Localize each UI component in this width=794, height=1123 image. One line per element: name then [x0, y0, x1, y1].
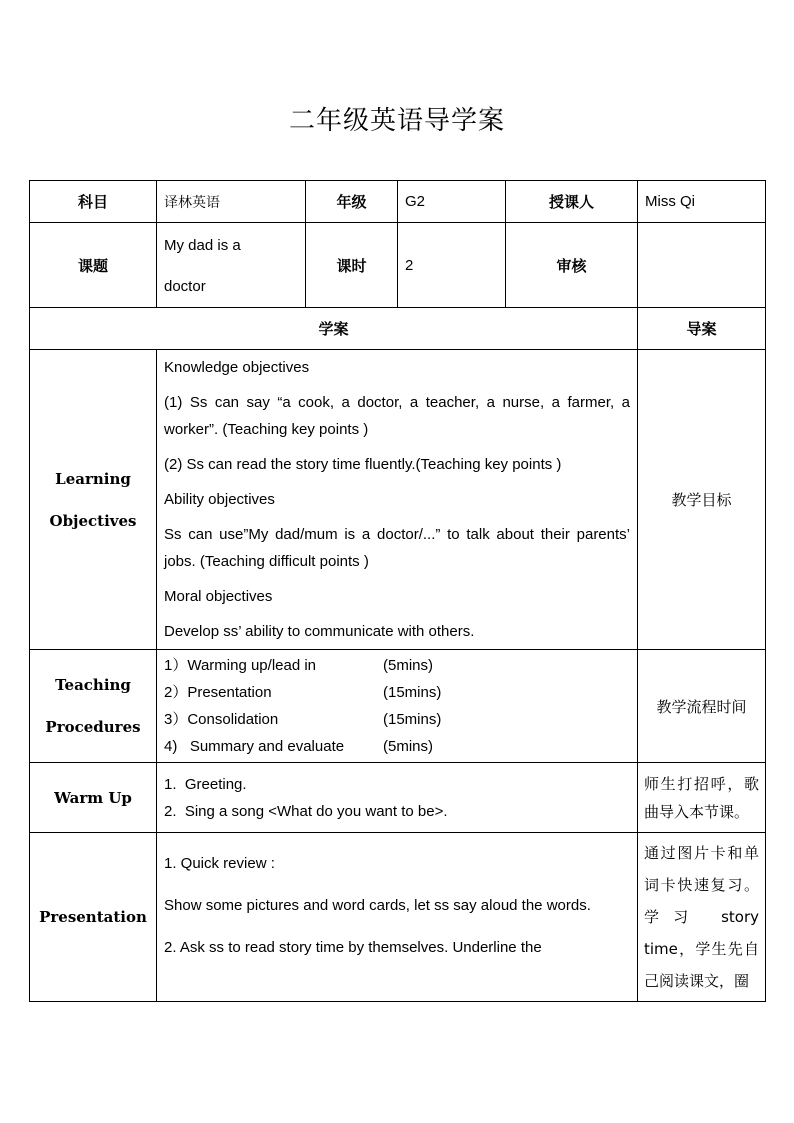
presentation-row — [30, 833, 766, 1002]
knowledge-item-2: (2) Ss can read the story time fluently.(Teaching key points ) — [164, 456, 562, 473]
period-label: 课时 — [306, 223, 398, 308]
procedure-step: 3）Consolidation (15mins) — [164, 711, 442, 728]
subject-label: 科目 — [30, 181, 157, 223]
presentation-label: Presentation — [30, 833, 157, 1002]
presentation-line-3: 2. Ask ss to read story time by themselves. Underline the — [164, 939, 542, 956]
objectives-content — [157, 350, 638, 650]
study-plan-header: 学案 — [30, 308, 638, 350]
objectives-guide: 教学目标 — [638, 350, 766, 650]
topic-label: 课题 — [30, 223, 157, 308]
review-label: 审核 — [506, 223, 638, 308]
period-value: 2 — [398, 223, 506, 308]
teacher-value: Miss Qi — [638, 181, 766, 223]
page-title: 二年级英语导学案 — [288, 106, 505, 136]
warmup-row — [30, 763, 766, 833]
procedures-label: Teaching Procedures — [30, 650, 157, 763]
presentation-content — [157, 833, 638, 1002]
warmup-guide: 师生打招呼，歌曲导入本节课。 — [638, 763, 766, 833]
ability-heading: Ability objectives — [164, 491, 275, 508]
subject-value: 译林英语 — [157, 181, 306, 223]
topic-line-1: My dad is a — [164, 237, 241, 254]
presentation-guide: 通过图片卡和单词卡快速复习。学习 story time，学生先自己阅读课文，圈 — [638, 833, 766, 1002]
ability-text: Ss can use”My dad/mum is a doctor/...” to talk about their parents’ jobs. (Teaching difficult points ) — [164, 526, 630, 570]
guide-plan-header: 导案 — [638, 308, 766, 350]
header-row-2 — [30, 223, 766, 308]
objectives-label: Learning Objectives — [30, 350, 157, 650]
moral-heading: Moral objectives — [164, 588, 273, 605]
warmup-item-2: 2. Sing a song <What do you want to be>. — [164, 802, 448, 820]
review-value — [638, 223, 766, 308]
objectives-row — [30, 350, 766, 650]
procedure-step: 4) Summary and evaluate (5mins) — [164, 738, 434, 755]
procedures-row — [30, 650, 766, 763]
warmup-content — [157, 763, 638, 833]
topic-line-2: doctor — [164, 278, 206, 295]
warmup-label: Warm Up — [30, 763, 157, 833]
lesson-plan-table — [29, 180, 766, 1002]
header-row-1 — [30, 181, 766, 223]
presentation-line-2: Show some pictures and word cards, let ss say aloud the words. — [164, 897, 591, 914]
teacher-label: 授课人 — [506, 181, 638, 223]
procedures-content — [157, 650, 638, 763]
topic-value — [157, 223, 306, 308]
moral-text: Develop ss’ ability to communicate with others. — [164, 623, 475, 640]
warmup-item-1: 1. Greeting. — [164, 775, 247, 793]
grade-label: 年级 — [306, 181, 398, 223]
presentation-line-1: 1. Quick review : — [164, 855, 275, 872]
procedures-guide: 教学流程时间 — [638, 650, 766, 763]
procedure-step: 1）Warming up/lead in (5mins) — [164, 657, 434, 674]
column-header-row — [30, 308, 766, 350]
procedure-step: 2）Presentation (15mins) — [164, 684, 442, 701]
knowledge-item-1: (1) Ss can say “a cook, a doctor, a teacher, a nurse, a farmer, a worker”. (Teaching key points ) — [164, 394, 630, 438]
grade-value: G2 — [398, 181, 506, 223]
knowledge-heading: Knowledge objectives — [164, 359, 310, 376]
